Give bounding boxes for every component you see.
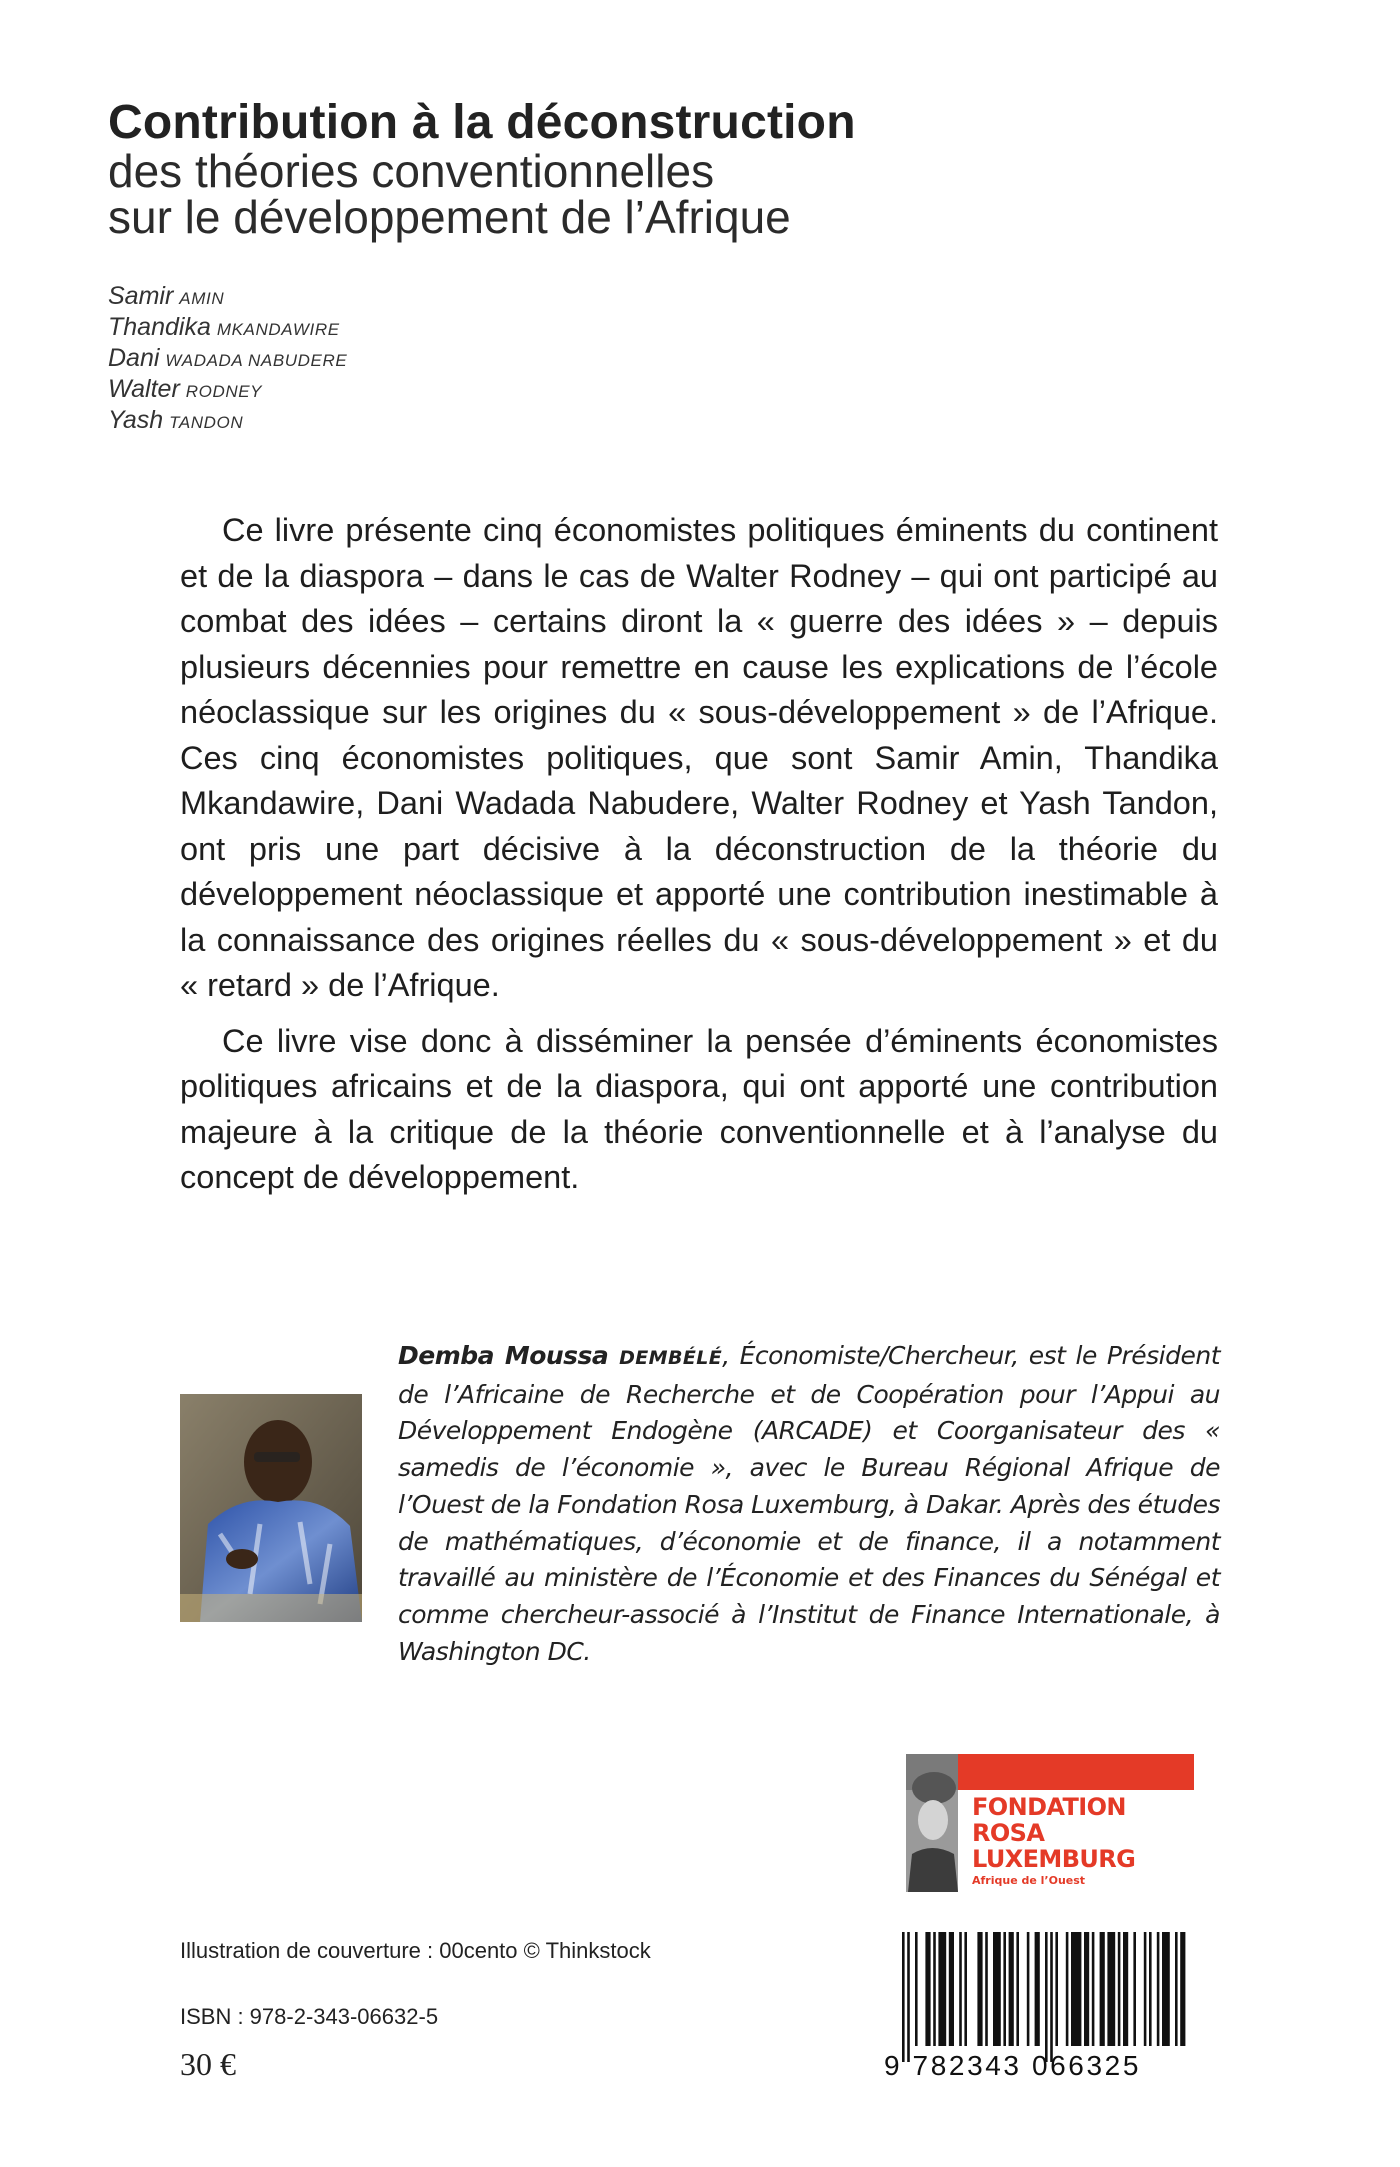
barcode-bar xyxy=(977,1932,982,2046)
barcode-bar xyxy=(1092,1932,1095,2046)
price: 30 € xyxy=(180,2046,236,2082)
barcode-bar xyxy=(1162,1932,1170,2046)
barcode-bar xyxy=(1027,1932,1030,2046)
barcode-bar xyxy=(1055,1932,1058,2046)
title-line-3: sur le développement de l’Afrique xyxy=(108,191,791,243)
author-name: Dani WADADA NABUDERE xyxy=(108,344,348,372)
barcode-bar xyxy=(993,1932,1001,2046)
summary-paragraph-2: Ce livre vise donc à disséminer la pensée d’éminents économistes politiques africains et de la diaspora, qui ont apporté une contribution majeure à la critique de la théorie conventionnelle et à l’analyse du concept de développement. xyxy=(180,1022,1218,1195)
author-name: Yash TANDON xyxy=(108,406,244,434)
barcode-bar xyxy=(1066,1932,1069,2046)
barcode-digits: 9 782343 066325 xyxy=(884,2050,1141,2081)
barcode-bar xyxy=(1016,1932,1019,2046)
barcode-bar xyxy=(1107,1932,1115,2046)
logo-wordmark: FONDATION ROSA LUXEMBURG xyxy=(972,1793,1136,1873)
barcode-bar xyxy=(938,1932,946,2046)
barcode-bar xyxy=(1118,1932,1121,2046)
author-name: Thandika MKANDAWIRE xyxy=(108,313,340,341)
title-line-1: Contribution à la déconstruction xyxy=(108,96,856,149)
barcode-bar xyxy=(964,1932,967,2046)
barcode-bar xyxy=(1084,1932,1089,2046)
barcode-bar xyxy=(1157,1932,1160,2046)
author-name: Samir AMIN xyxy=(108,282,225,310)
author-name: Walter RODNEY xyxy=(108,375,263,403)
barcode-bar xyxy=(1003,1932,1006,2046)
authors-list xyxy=(108,282,347,437)
barcode-bar xyxy=(1100,1932,1105,2046)
author-bio xyxy=(398,1338,1220,1670)
barcode-bar xyxy=(1144,1932,1147,2046)
barcode-bar xyxy=(933,1932,936,2046)
barcode-bar xyxy=(1009,1932,1014,2046)
barcode-bar xyxy=(1035,1932,1040,2046)
barcode-bar xyxy=(1149,1932,1152,2046)
isbn: ISBN : 978-2-343-06632-5 xyxy=(180,2004,439,2029)
book-summary xyxy=(180,508,1218,1201)
barcode-bar xyxy=(1071,1932,1081,2046)
barcode-bar xyxy=(959,1932,962,2046)
barcode-bar xyxy=(1050,1932,1053,2062)
bio-author-name: Demba Moussa DEMBÉLÉ xyxy=(398,1341,723,1370)
barcode-bar xyxy=(902,1932,905,2062)
cover-title xyxy=(108,96,1108,243)
barcode-bar xyxy=(1133,1932,1136,2046)
barcode-bar xyxy=(985,1932,988,2046)
fondation-rosa-luxemburg-logo xyxy=(906,1754,1194,1892)
barcode-bar xyxy=(1175,1932,1178,2046)
barcode-bar xyxy=(915,1932,918,2046)
barcode-bar xyxy=(907,1932,910,2062)
summary-paragraph-1: Ce livre présente cinq économistes politiques éminents du continent et de la diaspora – dans le cas de Walter Rodney – qui ont participé au combat des idées – certains diront la « guerre des idées » – depuis plusieurs décennies pour remettre en cause les explications de l’école néoclassique sur les origines du « sous-développement » de l’Afrique. Ces cinq économistes politiques, que sont Samir Amin, Thandika Mkandawire, Dani Wadada Nabudere, Walter Rodney et Yash Tandon, ont pris une part décisive à la déconstruction de la théorie du développement néoclassique et apporté une contribution inestimable à la connaissance des origines réelles du « sous-développement » et du « retard » de l’Afrique. xyxy=(180,512,1218,1003)
barcode-bar xyxy=(1045,1932,1048,2062)
author-photo xyxy=(180,1394,362,1622)
bio-text: , Économiste/Chercheur, est le Président de l’Africaine de Recherche et de Coopération pour l’Appui au Développement Endogène (ARCADE) et Coorganisateur des « samedis de l’économie », avec le Bureau Régional Afrique de l’Ouest de la Fondation Rosa Luxemburg, à Dakar. Après des études de mathématiques, d’économie et de finance, il a notamment travaillé au ministère de l’Économie et des Finances du Sénégal et comme chercheur-associé à l’Institut de Finance Internationale, à Washington DC. xyxy=(398,1341,1220,1666)
barcode-bar xyxy=(949,1932,954,2046)
barcode-bar xyxy=(925,1932,930,2046)
logo-subtitle: Afrique de l’Ouest xyxy=(972,1874,1086,1887)
barcode-bar xyxy=(1123,1932,1128,2046)
barcode-bar xyxy=(1180,1932,1185,2046)
title-line-2: des théories conventionnelles xyxy=(108,145,715,197)
cover-illustration-credit: Illustration de couverture : 00cento © Thinkstock xyxy=(180,1938,651,1963)
logo-portrait-icon xyxy=(906,1754,958,1892)
